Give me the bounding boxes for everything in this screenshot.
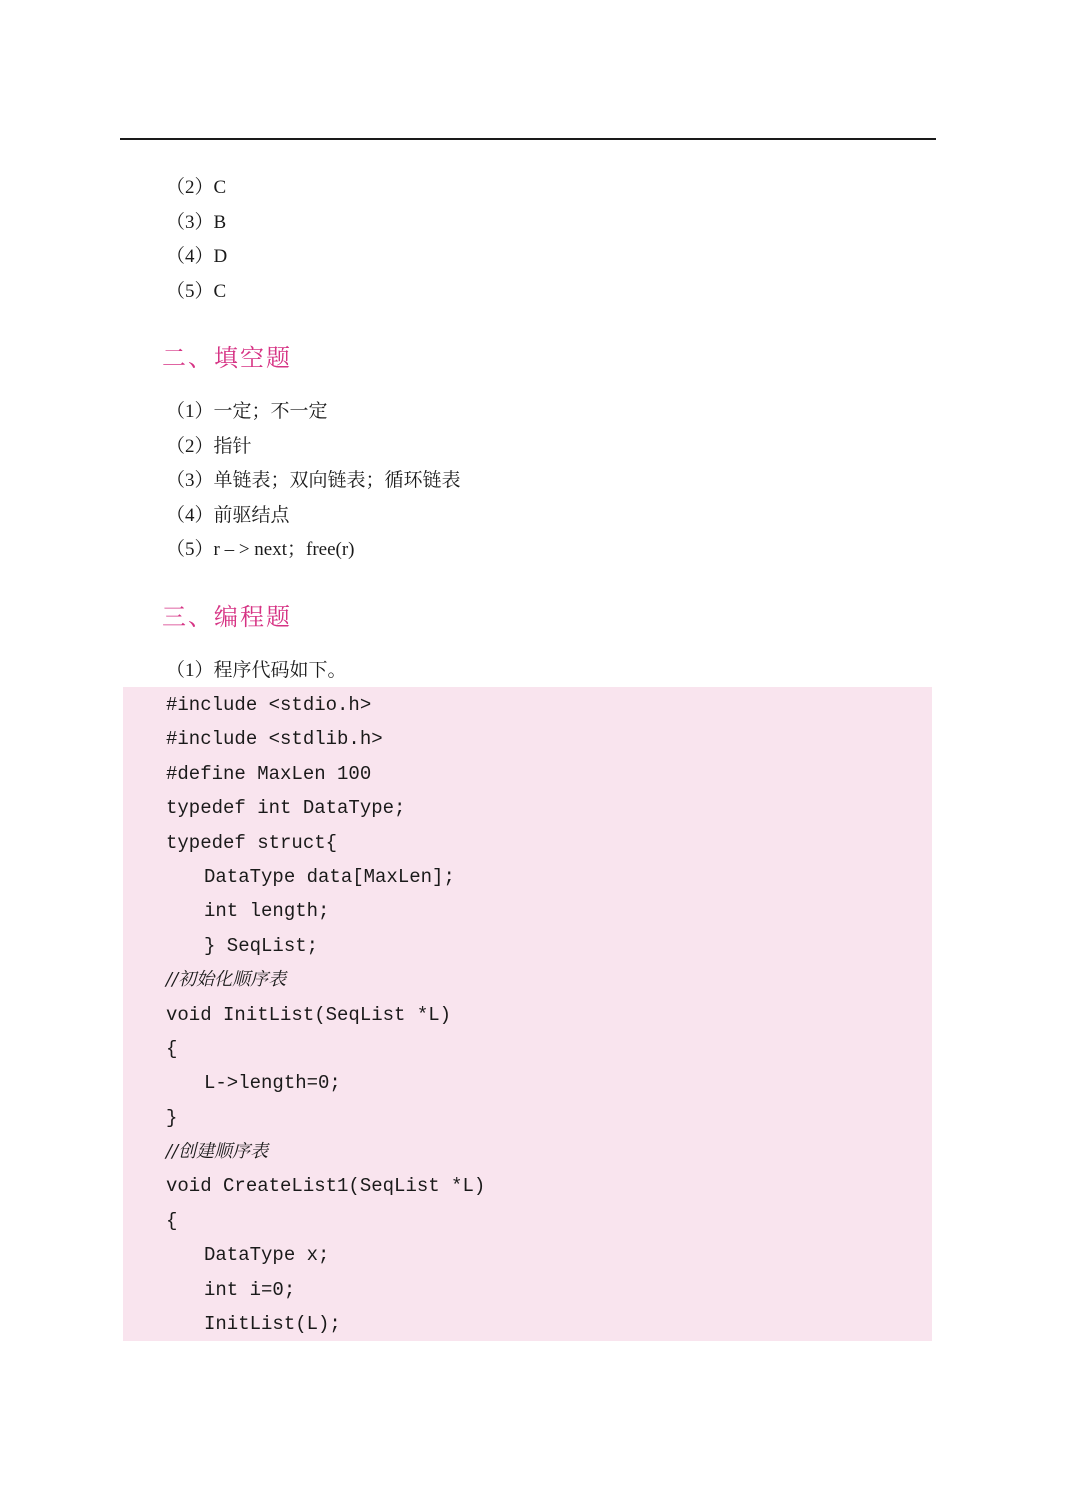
code-line: L->length=0; — [204, 1072, 341, 1095]
code-line: typedef int DataType; — [166, 797, 406, 820]
fill-blank-heading: 二、填空题 — [162, 344, 292, 372]
programming-heading: 三、编程题 — [162, 603, 292, 631]
list-item: （2）C — [166, 177, 227, 198]
choice-answer-list — [166, 171, 227, 309]
list-item: （5）C — [166, 280, 227, 302]
code-comment: //初始化顺序表 — [166, 969, 287, 991]
list-item: （4）前驱结点 — [166, 504, 290, 526]
list-item: （3）单链表；双向链表；循环链表 — [166, 470, 461, 491]
code-block — [123, 687, 932, 1341]
code-line: typedef struct{ — [166, 831, 338, 854]
list-item: （5）r – > next；free(r) — [166, 539, 355, 560]
code-comment: //创建顺序表 — [166, 1141, 269, 1163]
code-line: DataType x; — [204, 1244, 330, 1267]
code-line: DataType data[MaxLen]; — [204, 865, 455, 888]
fill-blank-answer-list — [166, 395, 461, 568]
list-item: （1）一定；不一定 — [166, 401, 328, 422]
code-intro: （1）程序代码如下。 — [166, 660, 347, 681]
code-line: #define MaxLen 100 — [166, 762, 372, 785]
code-line: } SeqList; — [204, 934, 319, 957]
code-line: InitList(L); — [204, 1313, 341, 1336]
code-line: { — [166, 1037, 178, 1060]
code-line: } — [166, 1106, 178, 1129]
list-item: （3）B — [166, 211, 227, 233]
code-line: void InitList(SeqList *L) — [166, 1003, 452, 1026]
list-item: （2）指针 — [166, 435, 252, 457]
header-rule — [120, 138, 936, 140]
code-line: void CreateList1(SeqList *L) — [166, 1175, 486, 1198]
code-line: #include <stdio.h> — [166, 694, 372, 716]
code-line: #include <stdlib.h> — [166, 728, 383, 751]
code-line: { — [166, 1209, 178, 1232]
code-line: int length; — [204, 900, 330, 923]
list-item: （4）D — [166, 246, 228, 267]
code-line: int i=0; — [204, 1278, 296, 1301]
